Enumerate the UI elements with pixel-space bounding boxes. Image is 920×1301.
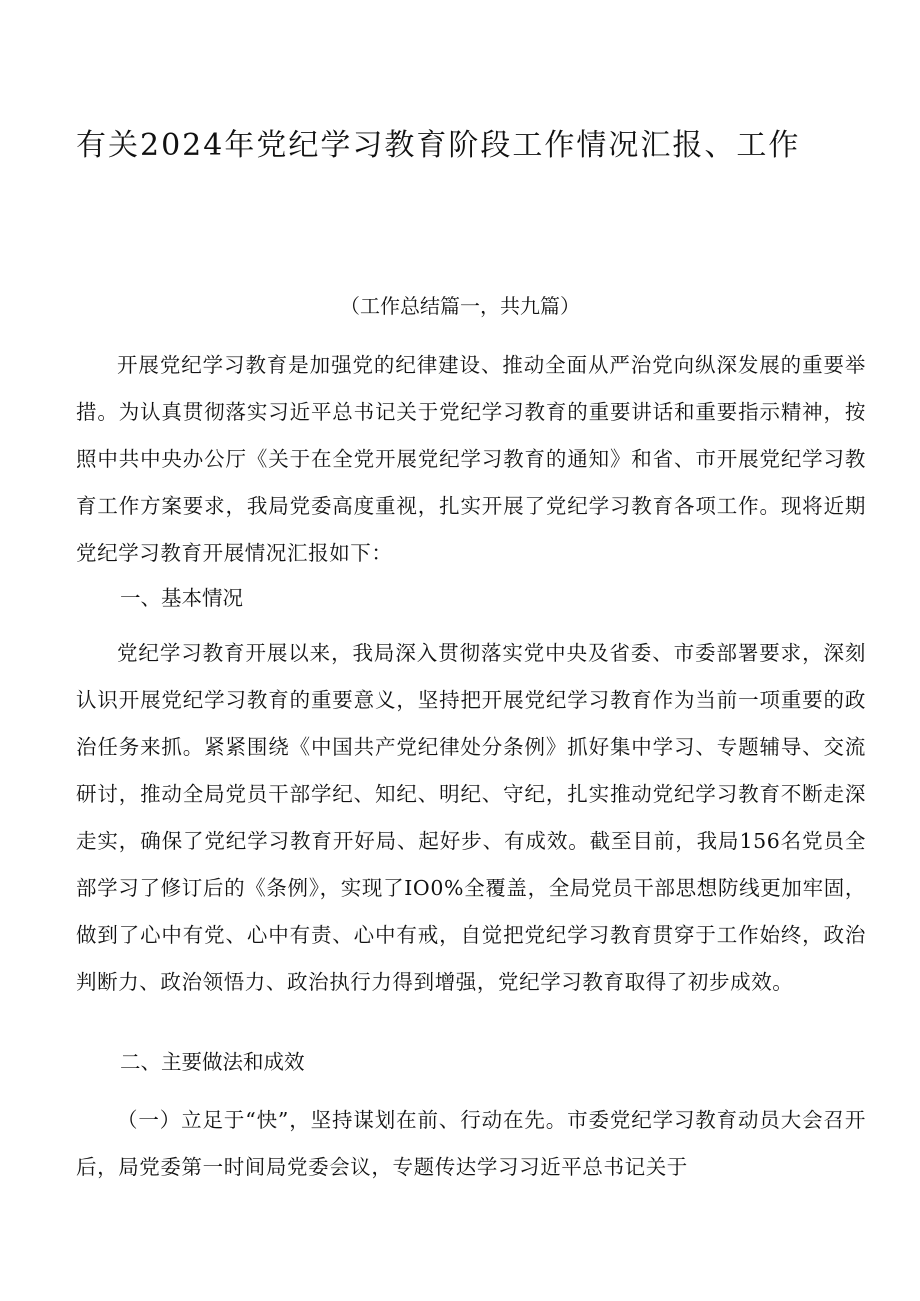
document-title: 有关2024年党纪学习教育阶段工作情况汇报、工作 [76,128,801,163]
section-heading-main-practices: 二、主要做法和成效 [120,1050,305,1074]
document-subtitle: （工作总结篇一，共九篇） [340,294,580,318]
basic-situation-paragraph: 党纪学习教育开展以来，我局深入贯彻落实党中央及省委、市委部署要求，深刻认识开展党纪学习教育的重要意义，坚持把开展党纪学习教育作为当前一项重要的政治任务来抓。紧紧围绕《中国共产党纪律处分条例》抓好集中学习、专题辅导、交流研讨，推动全局党员干部学纪、知纪、明纪、守纪，扎实推动党纪学习教育不断走深走实，确保了党纪学习教育开好局、起好步、有成效。截至目前，我局156名党员全部学习了修订后的《条例》，实现了IO0%全覆盖，全局党员干部思想防线更加牢固，做到了心中有党、心中有责、心中有戒，自觉把党纪学习教育贯穿于工作始终，政治判断力、政治领悟力、政治执行力得到增强，党纪学习教育取得了初步成效。 [76,641,866,994]
intro-paragraph: 开展党纪学习教育是加强党的纪律建设、推动全面从严治党向纵深发展的重要举措。为认真贯彻落实习近平总书记关于党纪学习教育的重要讲话和重要指示精神，按照中共中央办公厅《关于在全党开展党纪学习教育的通知》和省、市开展党纪学习教育工作方案要求，我局党委高度重视，扎实开展了党纪学习教育各项工作。现将近期党纪学习教育开展情况汇报如下： [76,353,866,565]
main-practices-paragraph: （一）立足于“快”，坚持谋划在前、行动在先。市委党纪学习教育动员大会召开后，局党委第一时间局党委会议，专题传达学习习近平总书记关于 [76,1108,866,1179]
section-heading-basic-situation: 一、基本情况 [120,586,243,610]
